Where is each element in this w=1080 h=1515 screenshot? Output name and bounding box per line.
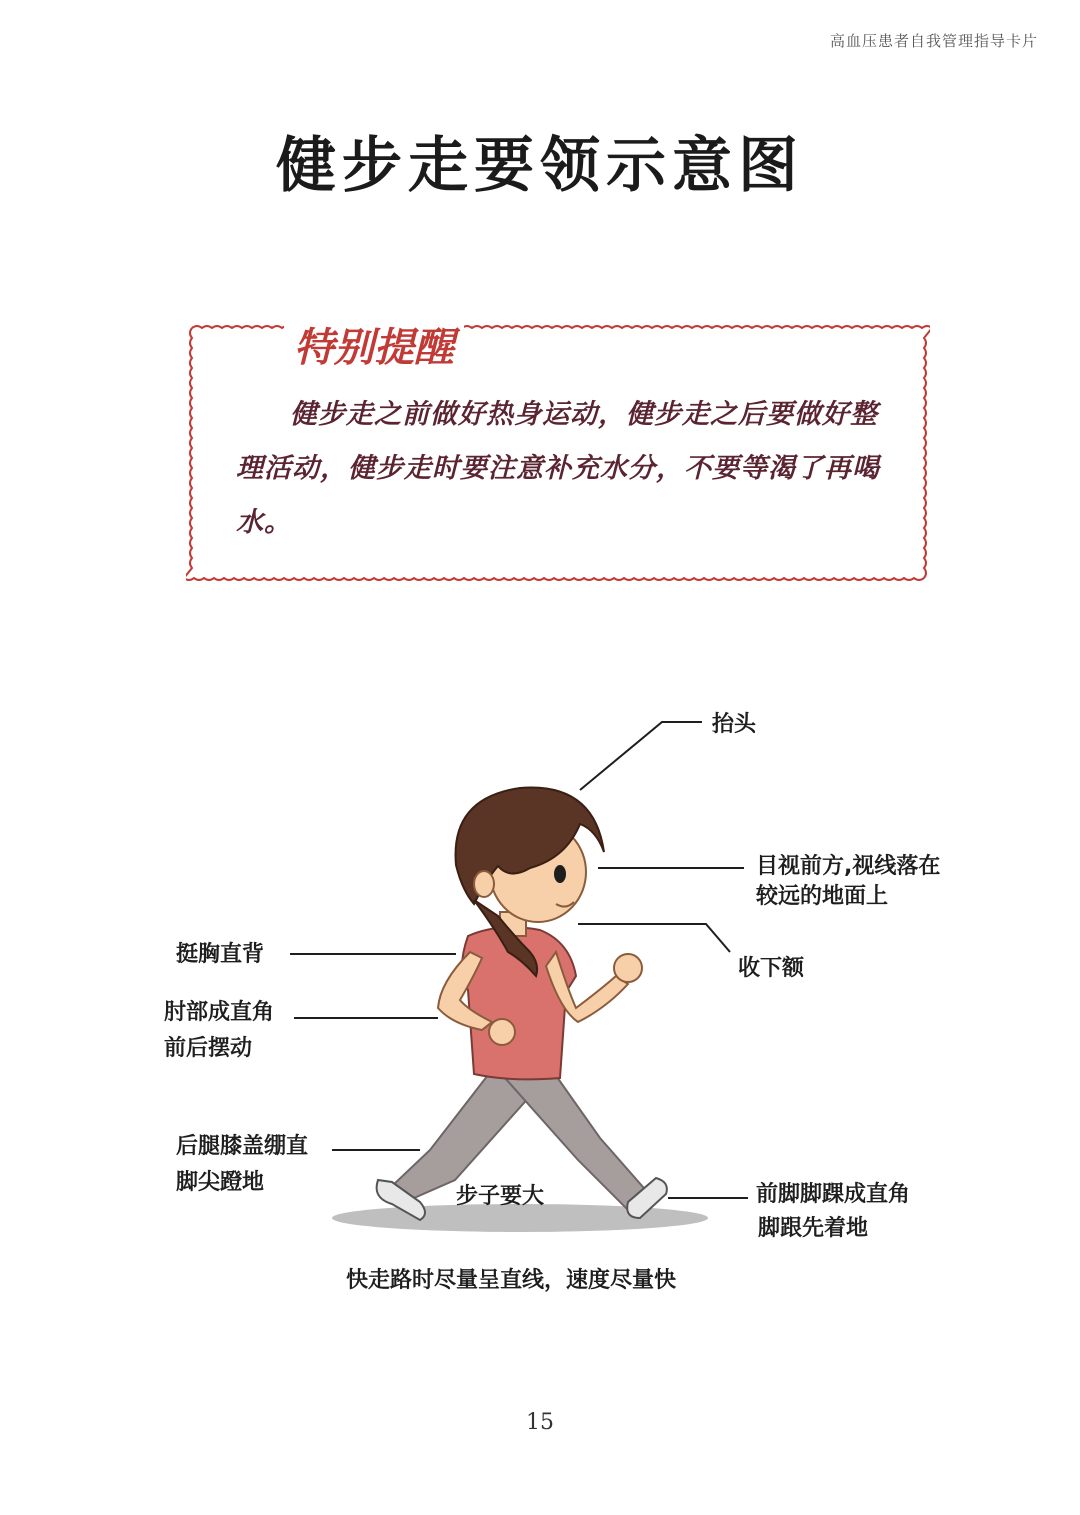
label-chest: 挺胸直背 <box>176 942 265 967</box>
figure-caption: 快走路时尽量呈直线，速度尽量快 <box>346 1268 677 1293</box>
eye <box>554 865 566 883</box>
leader-head <box>580 722 702 790</box>
label-eyes-1: 目视前方,视线落在 <box>756 854 941 879</box>
walking-figure <box>0 690 1080 1310</box>
label-stride: 步子要大 <box>456 1184 545 1209</box>
ear <box>474 871 494 897</box>
label-front-foot-1: 前脚脚踝成直角 <box>756 1182 911 1207</box>
reminder-heading: 特别提醒 <box>284 316 464 373</box>
walking-diagram <box>0 690 1080 1310</box>
label-chin: 收下额 <box>738 956 805 981</box>
reminder-body: 健步走之前做好热身运动，健步走之后要做好整理活动，健步走时要注意补充水分，不要等渴了再喝水。 <box>236 399 880 538</box>
label-elbow-2: 前后摆动 <box>164 1036 253 1061</box>
page-number: 15 <box>526 1410 554 1435</box>
label-back-leg-1: 后腿膝盖绷直 <box>176 1134 309 1159</box>
series-title: 高血压患者自我管理指导卡片 <box>829 32 1038 50</box>
back-fist <box>489 1019 515 1045</box>
label-elbow-1: 肘部成直角 <box>164 1000 275 1025</box>
page-title: 健步走要领示意图 <box>276 131 804 201</box>
reminder-box <box>186 322 930 584</box>
leader-chin <box>578 924 730 952</box>
label-head: 抬头 <box>712 712 757 737</box>
label-eyes-2: 较远的地面上 <box>756 884 889 909</box>
label-front-foot-2: 脚跟先着地 <box>758 1216 869 1241</box>
front-fist <box>614 954 642 982</box>
label-back-leg-2: 脚尖蹬地 <box>176 1170 265 1195</box>
